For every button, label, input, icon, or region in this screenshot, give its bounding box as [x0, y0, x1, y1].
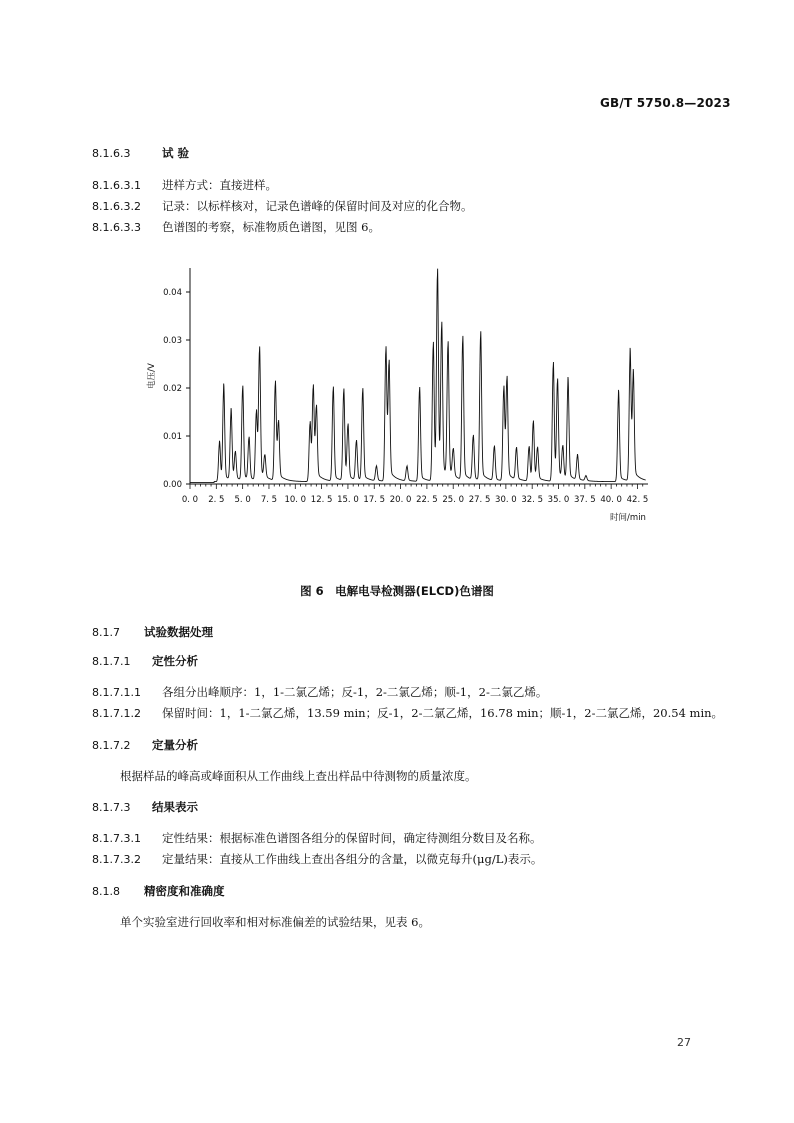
elcd-chromatogram: [140, 256, 660, 546]
section-number: 8.1.7.3.2: [92, 853, 141, 866]
y-tick-label: 0.01: [163, 432, 182, 442]
section-81712: [92, 705, 723, 721]
section-81631: [92, 177, 277, 193]
section-title: 定性分析: [152, 654, 198, 668]
x-tick-label: 35. 0: [547, 495, 570, 505]
x-tick-label: 5. 0: [234, 495, 251, 505]
x-tick-label: 15. 0: [337, 495, 359, 505]
page-number: 27: [677, 1036, 691, 1049]
x-tick-label: 7. 5: [260, 495, 278, 505]
section-text: 保留时间：1，1-二氯乙烯，13.59 min；反-1，2-二氯乙烯，16.78 min；顺-1，2-二氯乙烯，20.54 min。: [162, 706, 724, 720]
section-title: 试验数据处理: [144, 625, 213, 639]
section-817: [92, 624, 213, 640]
section-number: 8.1.7.3: [92, 801, 131, 814]
x-tick-label: 25. 0: [442, 495, 465, 505]
y-axis-label: 电压/V: [147, 363, 157, 389]
x-tick-label: 22. 5: [416, 495, 438, 505]
x-tick-label: 0. 0: [181, 495, 199, 505]
x-tick-label: 10. 0: [284, 495, 307, 505]
section-title: 精密度和准确度: [144, 884, 225, 898]
section-text: 色谱图的考察，标准物质色谱图，见图 6。: [162, 220, 380, 234]
section-number: 8.1.6.3: [92, 147, 131, 160]
section-text: 记录：以标样核对，记录色谱峰的保留时间及对应的化合物。: [162, 199, 473, 213]
x-tick-label: 12. 5: [310, 495, 333, 505]
section-text: 定量结果：直接从工作曲线上查出各组分的含量，以微克每升(μg/L)表示。: [162, 852, 543, 866]
x-tick-label: 42. 5: [626, 495, 649, 505]
x-tick-label: 27. 5: [468, 495, 491, 505]
section-number: 8.1.7: [92, 626, 120, 639]
section-81731: [92, 830, 542, 846]
section-81633: [92, 219, 380, 235]
section-number: 8.1.8: [92, 885, 120, 898]
section-number: 8.1.7.1: [92, 655, 131, 668]
section-8163: [92, 145, 189, 161]
section-number: 8.1.7.1.2: [92, 707, 141, 720]
section-text: 定性结果：根据标准色谱图各组分的保留时间，确定待测组分数目及名称。: [162, 831, 542, 845]
y-tick-label: 0.02: [163, 384, 182, 394]
x-tick-label: 17. 5: [363, 495, 386, 505]
paragraph-quantitative: 根据样品的峰高或峰面积从工作曲线上查出样品中待测物的质量浓度。: [120, 769, 477, 783]
section-title: 试 验: [162, 146, 190, 160]
section-number: 8.1.6.3.2: [92, 200, 141, 213]
y-tick-label: 0.04: [163, 288, 182, 298]
section-8173: [92, 799, 198, 815]
paragraph-precision: 单个实验室进行回收率和相对标准偏差的试验结果，见表 6。: [120, 915, 430, 929]
x-tick-label: 2. 5: [208, 495, 225, 505]
section-text: 各组分出峰顺序：1，1-二氯乙烯；反-1，2-二氯乙烯；顺-1，2-二氯乙烯。: [162, 685, 548, 699]
standard-code: GB/T 5750.8—2023: [600, 96, 731, 110]
section-number: 8.1.6.3.1: [92, 179, 141, 192]
section-81711: [92, 684, 547, 700]
section-title: 结果表示: [152, 800, 198, 814]
x-tick-label: 30. 0: [495, 495, 517, 505]
section-number: 8.1.6.3.3: [92, 221, 141, 234]
section-number: 8.1.7.3.1: [92, 832, 141, 845]
section-text: 进样方式：直接进样。: [162, 178, 277, 192]
x-axis-label: 时间/min: [610, 513, 646, 523]
section-8172: [92, 737, 198, 753]
x-tick-label: 32. 5: [521, 495, 544, 505]
section-title: 定量分析: [152, 738, 198, 752]
figure-caption: 图 6 电解电导检测器(ELCD)色谱图: [300, 584, 494, 598]
y-tick-label: 0.03: [163, 336, 182, 346]
y-tick-label: 0.00: [163, 480, 182, 490]
section-8171: [92, 653, 198, 669]
section-81732: [92, 851, 542, 867]
section-number: 8.1.7.2: [92, 739, 131, 752]
x-tick-label: 40. 0: [600, 495, 622, 505]
chromatogram-trace: [190, 269, 646, 483]
section-818: [92, 883, 225, 899]
section-number: 8.1.7.1.1: [92, 686, 141, 699]
section-81632: [92, 198, 473, 214]
x-tick-label: 37. 5: [574, 495, 596, 505]
x-tick-label: 20. 0: [389, 495, 412, 505]
